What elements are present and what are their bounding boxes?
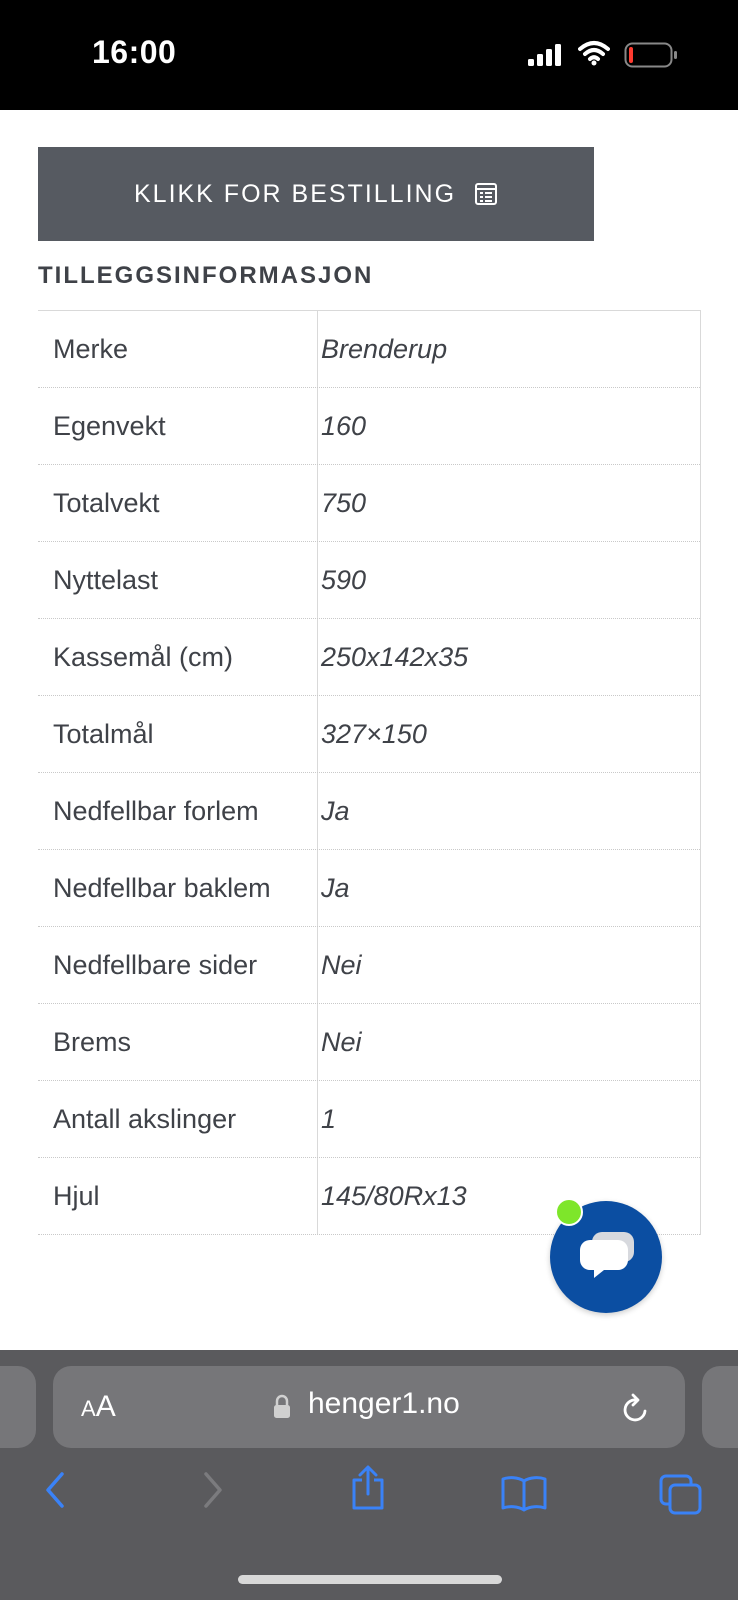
list-icon (474, 182, 498, 206)
spec-name: Merke (38, 311, 318, 387)
table-row (38, 619, 700, 696)
spec-name: Totalvekt (38, 465, 318, 541)
url-text: henger1.no (308, 1387, 460, 1420)
spec-value: 590 (321, 564, 367, 595)
spec-name: Hjul (38, 1158, 318, 1234)
bookmarks-icon[interactable] (500, 1474, 548, 1512)
spec-name: Kassemål (cm) (38, 619, 318, 695)
spec-value: Ja (321, 872, 350, 903)
table-row (38, 1081, 700, 1158)
lock-icon (273, 1394, 291, 1420)
order-button[interactable] (38, 147, 594, 241)
spec-name: Nedfellbar forlem (38, 773, 318, 849)
table-row (38, 850, 700, 927)
spec-value: 327×150 (321, 718, 427, 749)
table-row (38, 388, 700, 465)
spec-value: Nei (321, 949, 362, 980)
section-title: TILLEGGSINFORMASJON (38, 262, 374, 289)
status-bar (0, 0, 738, 110)
status-time: 16:00 (92, 34, 177, 70)
table-row (38, 465, 700, 542)
address-bar[interactable] (53, 1366, 685, 1448)
spec-value: 1 (321, 1103, 337, 1134)
spec-value: Ja (321, 795, 350, 826)
tabs-icon[interactable] (659, 1474, 703, 1516)
share-icon[interactable] (348, 1464, 388, 1512)
spec-name: Antall akslinger (38, 1081, 318, 1157)
spec-name: Brems (38, 1004, 318, 1080)
forward-icon[interactable] (200, 1470, 226, 1510)
spec-name: Nedfellbar baklem (38, 850, 318, 926)
text-size-small-label: A (81, 1396, 96, 1421)
spec-name: Nyttelast (38, 542, 318, 618)
table-row (38, 542, 700, 619)
back-icon[interactable] (42, 1470, 68, 1510)
table-row (38, 773, 700, 850)
order-button-label: KLIKK FOR BESTILLING (133, 179, 457, 208)
next-tab-preview[interactable] (702, 1366, 738, 1448)
text-size-button[interactable] (81, 1390, 116, 1424)
browser-toolbar (0, 1350, 738, 1600)
table-row (38, 927, 700, 1004)
signal-icon (528, 44, 562, 66)
spec-value: Brenderup (321, 333, 448, 364)
spec-value: 160 (321, 410, 367, 441)
battery-icon (624, 42, 678, 68)
spec-name: Egenvekt (38, 388, 318, 464)
reload-icon[interactable] (621, 1393, 651, 1425)
text-size-large-label: A (95, 1390, 116, 1423)
spec-value: 250x142x35 (321, 641, 469, 672)
wifi-icon (578, 40, 610, 66)
spec-name: Totalmål (38, 696, 318, 772)
chat-icon (576, 1228, 638, 1282)
spec-name: Nedfellbare sider (38, 927, 318, 1003)
table-row (38, 311, 700, 388)
spec-value: 145/80Rx13 (321, 1180, 467, 1211)
table-row (38, 696, 700, 773)
spec-value: 750 (321, 487, 367, 518)
home-indicator (238, 1575, 502, 1584)
previous-tab-preview[interactable] (0, 1366, 36, 1448)
online-status-dot (555, 1198, 583, 1226)
table-row (38, 1004, 700, 1081)
spec-value: Nei (321, 1026, 362, 1057)
spec-table (38, 310, 701, 1235)
